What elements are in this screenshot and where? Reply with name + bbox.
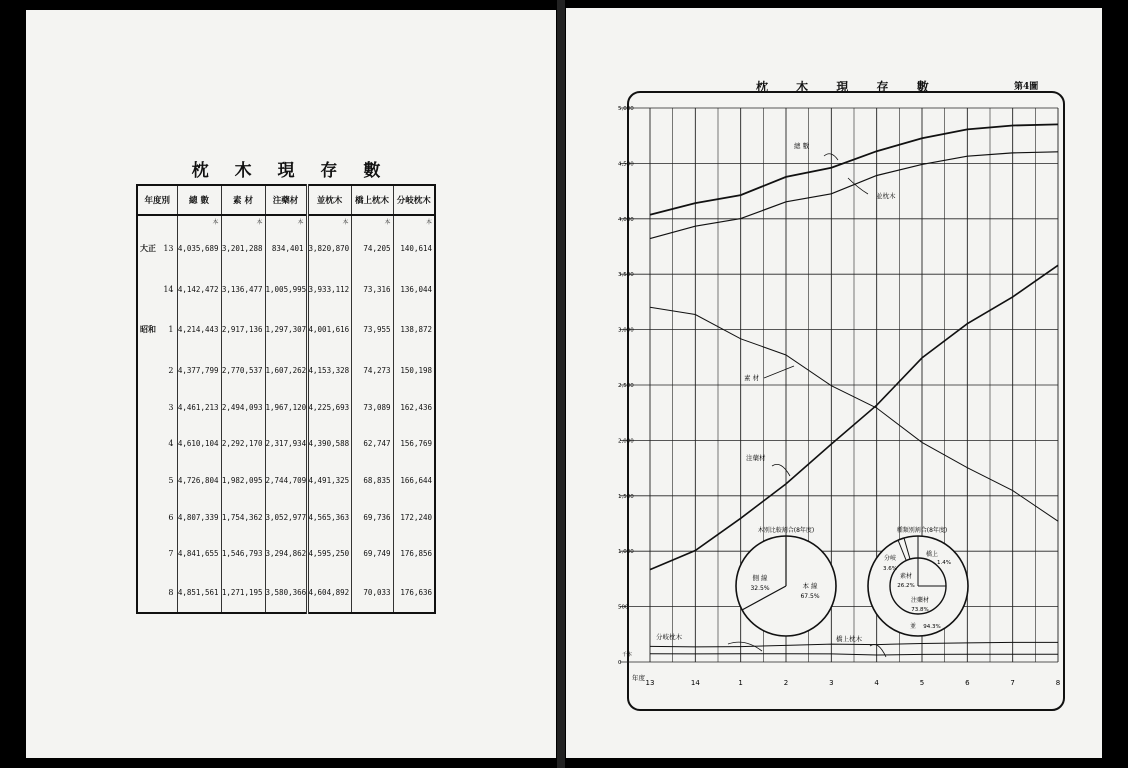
table-row xyxy=(137,462,435,499)
pie-2-inner-value: 26.2% xyxy=(897,583,915,589)
value-cell: 3,136,477 xyxy=(221,271,265,308)
x-tick-label: 2 xyxy=(783,679,789,687)
x-tick-label: 8 xyxy=(1055,679,1061,687)
value-cell: 4,142,472 xyxy=(177,271,221,308)
table-row xyxy=(137,226,435,271)
value-cell: 4,153,328 xyxy=(307,352,351,389)
series-label: 素 材 xyxy=(744,374,760,382)
year-cell: 6 xyxy=(168,512,174,522)
pie-2-outer-value: 1.4% xyxy=(937,560,951,566)
value-cell: 4,604,892 xyxy=(307,572,351,613)
pie-2-title: 種類別割合(8年度) xyxy=(896,527,948,534)
value-cell: 2,770,537 xyxy=(221,352,265,389)
series-label: 注藥材 xyxy=(746,454,766,462)
x-tick-label: 4 xyxy=(874,679,879,687)
y-tick-label: 3,000 xyxy=(618,327,634,334)
table-row xyxy=(137,572,435,613)
value-cell: 4,610,104 xyxy=(177,426,221,463)
pie-1-title: 木別比較割合(8年度) xyxy=(757,527,815,534)
series-label: 分岐枕木 xyxy=(656,633,682,641)
value-cell: 2,292,170 xyxy=(221,426,265,463)
value-cell: 4,001,616 xyxy=(307,307,351,352)
year-cell: 2 xyxy=(168,366,174,376)
sleeper-stock-table xyxy=(136,184,436,614)
value-cell: 1,967,120 xyxy=(265,389,307,426)
value-cell: 1,297,307 xyxy=(265,307,307,352)
pie-1-slice-label: 本 線 xyxy=(802,582,818,590)
unit-cell: 本 xyxy=(221,215,265,226)
right-page xyxy=(566,8,1102,758)
pie-1-slice-value: 67.5% xyxy=(800,593,820,600)
value-cell: 4,377,799 xyxy=(177,352,221,389)
table-row xyxy=(137,271,435,308)
value-cell: 2,494,093 xyxy=(221,389,265,426)
chart-frame xyxy=(628,92,1064,710)
pie-2-inner-label: 素材 xyxy=(899,573,913,580)
value-cell: 69,736 xyxy=(351,499,393,536)
x-tick-label: 6 xyxy=(965,679,970,687)
value-cell: 4,214,443 xyxy=(177,307,221,352)
unit-cell: 本 xyxy=(393,215,435,226)
x-tick-label: 5 xyxy=(919,679,925,687)
unit-cell: 本 xyxy=(177,215,221,226)
y-unit-label: 千本 xyxy=(622,652,633,658)
pie-1-slice-value: 32.5% xyxy=(750,585,770,592)
value-cell: 136,044 xyxy=(393,271,435,308)
value-cell: 166,644 xyxy=(393,462,435,499)
value-cell: 1,607,262 xyxy=(265,352,307,389)
year-cell: 5 xyxy=(168,476,174,486)
header-normal: 並枕木 xyxy=(307,185,351,215)
year-cell: 13 xyxy=(163,243,174,253)
y-tick-label: 3,500 xyxy=(618,272,634,279)
y-tick-label: 0 xyxy=(618,660,622,666)
era-cell xyxy=(137,462,163,499)
y-tick-label: 1,000 xyxy=(618,549,634,556)
x-tick-label: 1 xyxy=(738,679,743,687)
unit-cell: 本 xyxy=(351,215,393,226)
value-cell: 4,851,561 xyxy=(177,572,221,613)
table-header-row xyxy=(137,185,435,215)
table-row xyxy=(137,426,435,463)
value-cell: 1,754,362 xyxy=(221,499,265,536)
pie-2-outer-value: 3.6% xyxy=(883,566,897,572)
value-cell: 1,005,995 xyxy=(265,271,307,308)
value-cell: 68,835 xyxy=(351,462,393,499)
value-cell: 3,201,288 xyxy=(221,226,265,271)
value-cell: 3,820,870 xyxy=(307,226,351,271)
pie-2-outer-label: 分岐 xyxy=(883,555,897,562)
era-cell: 大正 xyxy=(140,242,156,253)
pie-2-inner-label: 注藥材 xyxy=(910,597,930,604)
header-switch: 分岐枕木 xyxy=(393,185,435,215)
era-cell xyxy=(137,352,163,389)
value-cell: 62,747 xyxy=(351,426,393,463)
value-cell: 4,595,250 xyxy=(307,536,351,573)
left-page xyxy=(26,10,556,758)
header-treated: 注藥材 xyxy=(265,185,307,215)
era-cell: 昭和 xyxy=(140,324,156,335)
value-cell: 176,856 xyxy=(393,536,435,573)
year-cell: 1 xyxy=(168,325,174,335)
value-cell: 73,089 xyxy=(351,389,393,426)
x-axis-label: 年度 xyxy=(632,674,645,682)
x-tick-label: 3 xyxy=(829,679,834,687)
value-cell: 2,317,934 xyxy=(265,426,307,463)
line-chart xyxy=(566,8,1102,758)
value-cell: 4,807,339 xyxy=(177,499,221,536)
value-cell: 70,033 xyxy=(351,572,393,613)
value-cell: 176,636 xyxy=(393,572,435,613)
unit-row xyxy=(137,215,435,226)
x-tick-label: 13 xyxy=(645,679,655,687)
value-cell: 140,614 xyxy=(393,226,435,271)
value-cell: 2,744,709 xyxy=(265,462,307,499)
y-tick-label: 4,500 xyxy=(618,161,634,168)
table-row xyxy=(137,307,435,352)
table-row xyxy=(137,389,435,426)
figure-number: 第4圖 xyxy=(1014,82,1039,92)
year-cell: 7 xyxy=(168,549,174,559)
year-cell: 8 xyxy=(168,587,174,597)
y-tick-label: 2,000 xyxy=(618,438,634,445)
year-cell: 3 xyxy=(168,402,174,412)
value-cell: 138,872 xyxy=(393,307,435,352)
value-cell: 74,273 xyxy=(351,352,393,389)
value-cell: 150,198 xyxy=(393,352,435,389)
book-spine xyxy=(557,0,565,768)
y-tick-label: 500 xyxy=(618,604,629,611)
series-label: 總 數 xyxy=(794,142,810,150)
value-cell: 4,461,213 xyxy=(177,389,221,426)
value-cell: 156,769 xyxy=(393,426,435,463)
table-row xyxy=(137,499,435,536)
value-cell: 4,390,588 xyxy=(307,426,351,463)
value-cell: 4,491,325 xyxy=(307,462,351,499)
value-cell: 1,271,195 xyxy=(221,572,265,613)
era-cell xyxy=(137,426,163,463)
header-year: 年度別 xyxy=(137,185,177,215)
value-cell: 69,749 xyxy=(351,536,393,573)
pie-2-inner-value: 73.8% xyxy=(911,607,929,613)
header-total: 總 數 xyxy=(177,185,221,215)
era-cell xyxy=(137,499,163,536)
y-tick-label: 2,500 xyxy=(618,383,634,389)
value-cell: 3,052,977 xyxy=(265,499,307,536)
value-cell: 73,955 xyxy=(351,307,393,352)
value-cell: 834,401 xyxy=(265,226,307,271)
value-cell: 3,580,366 xyxy=(265,572,307,613)
value-cell: 4,841,655 xyxy=(177,536,221,573)
value-cell: 1,982,095 xyxy=(221,462,265,499)
header-raw: 素 材 xyxy=(221,185,265,215)
y-tick-label: 1,500 xyxy=(618,493,634,500)
y-tick-label: 5,000 xyxy=(618,106,634,112)
pie-2-outer-value: 94.3% xyxy=(923,624,941,630)
series-line xyxy=(650,654,1058,655)
header-bridge: 橋上枕木 xyxy=(351,185,393,215)
series-label: 並枕木 xyxy=(876,192,896,200)
value-cell: 74,205 xyxy=(351,226,393,271)
chart-title: 枕 木 現 存 數 xyxy=(756,80,941,94)
year-cell: 4 xyxy=(168,439,174,449)
value-cell: 4,225,693 xyxy=(307,389,351,426)
x-tick-label: 14 xyxy=(690,679,700,687)
leader-arrow xyxy=(764,366,794,378)
value-cell: 4,565,363 xyxy=(307,499,351,536)
pie-2-outer-label: 橋上 xyxy=(925,551,939,558)
y-tick-label: 4,000 xyxy=(618,216,634,223)
year-cell: 14 xyxy=(163,284,174,294)
era-cell xyxy=(137,389,163,426)
era-cell xyxy=(137,271,163,308)
value-cell: 3,294,862 xyxy=(265,536,307,573)
pie-2-outer-label: 並 xyxy=(909,623,916,630)
value-cell: 4,726,804 xyxy=(177,462,221,499)
value-cell: 162,436 xyxy=(393,389,435,426)
value-cell: 2,917,136 xyxy=(221,307,265,352)
leader-arrow xyxy=(772,464,790,476)
table-row xyxy=(137,352,435,389)
table-title: 枕 木 現 存 數 xyxy=(191,161,391,181)
value-cell: 73,316 xyxy=(351,271,393,308)
unit-cell: 本 xyxy=(265,215,307,226)
era-cell xyxy=(137,536,163,573)
pie-1-slice-label: 側 線 xyxy=(752,574,768,582)
value-cell: 1,546,793 xyxy=(221,536,265,573)
unit-cell: 本 xyxy=(307,215,351,226)
value-cell: 3,933,112 xyxy=(307,271,351,308)
table-row xyxy=(137,536,435,573)
x-tick-label: 7 xyxy=(1010,679,1015,687)
value-cell: 4,035,689 xyxy=(177,226,221,271)
series-label: 橋上枕木 xyxy=(836,635,862,643)
value-cell: 172,240 xyxy=(393,499,435,536)
era-cell xyxy=(137,572,163,613)
